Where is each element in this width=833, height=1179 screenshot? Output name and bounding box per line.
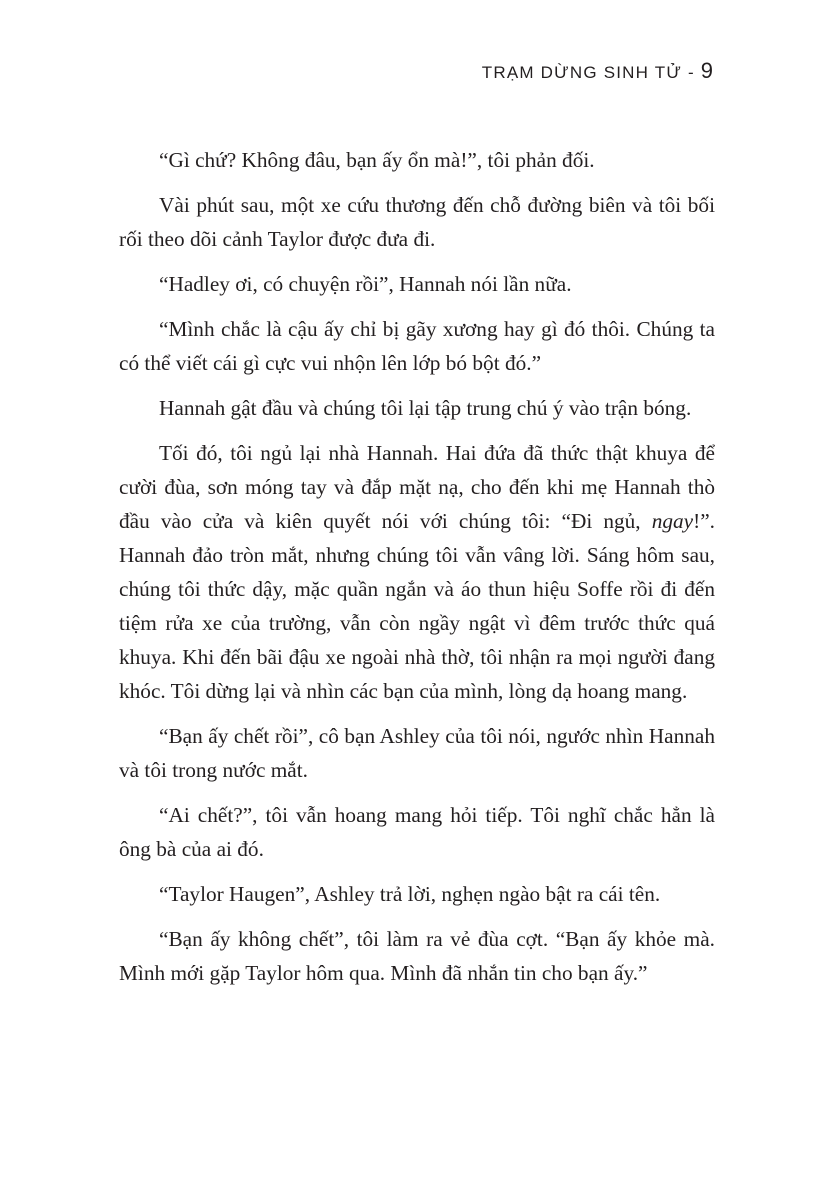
paragraph-text: Tối đó, tôi ngủ lại nhà Hannah. Hai đứa đã thức thật khuya để cười đùa, sơn móng tay và đắp mặt nạ, cho đến khi mẹ Hannah thò đầu vào cửa và kiên quyết nói với chúng tôi: “Đi ngủ, [119,441,715,533]
paragraph-text: !”. Hannah đảo tròn mắt, nhưng chúng tôi vẫn vâng lời. Sáng hôm sau, chúng tôi thức dậy, mặc quần ngắn và áo thun hiệu Soffe rồi đi đến tiệm rửa xe của trường, vẫn còn ngầy ngật vì đêm trước thức quá khuya. Khi đến bãi đậu xe ngoài nhà thờ, tôi nhận ra mọi người đang khóc. Tôi dừng lại và nhìn các bạn của mình, lòng dạ hoang mang. [119,509,715,703]
paragraph: “Bạn ấy chết rồi”, cô bạn Ashley của tôi nói, ngước nhìn Hannah và tôi trong nước mắt. [119,724,715,782]
paragraph: “Mình chắc là cậu ấy chỉ bị gãy xương hay gì đó thôi. Chúng ta có thể viết cái gì cực vui nhộn lên lớp bó bột đó.” [119,317,715,375]
running-header [482,58,713,84]
paragraph: “Hadley ơi, có chuyện rồi”, Hannah nói lần nữa. [159,272,572,296]
paragraph: Hannah gật đầu và chúng tôi lại tập trung chú ý vào trận bóng. [159,396,692,420]
italic-emphasis: ngay [651,509,694,533]
paragraph: “Gì chứ? Không đâu, bạn ấy ổn mà!”, tôi phản đối. [159,148,595,172]
paragraph: “Taylor Haugen”, Ashley trả lời, nghẹn ngào bật ra cái tên. [159,882,661,906]
paragraph [119,436,715,708]
paragraph: Vài phút sau, một xe cứu thương đến chỗ đường biên và tôi bối rối theo dõi cảnh Taylor được đưa đi. [119,193,715,251]
running-title: TRẠM DỪNG SINH TỬ - [481,63,701,82]
paragraph: “Bạn ấy không chết”, tôi làm ra vẻ đùa cợt. “Bạn ấy khỏe mà. Mình mới gặp Taylor hôm qua. Mình đã nhắn tin cho bạn ấy.” [119,927,715,985]
body-text [119,143,715,990]
paragraph: “Ai chết?”, tôi vẫn hoang mang hỏi tiếp. Tôi nghĩ chắc hẳn là ông bà của ai đó. [119,803,715,861]
page-number: 9 [700,58,713,83]
